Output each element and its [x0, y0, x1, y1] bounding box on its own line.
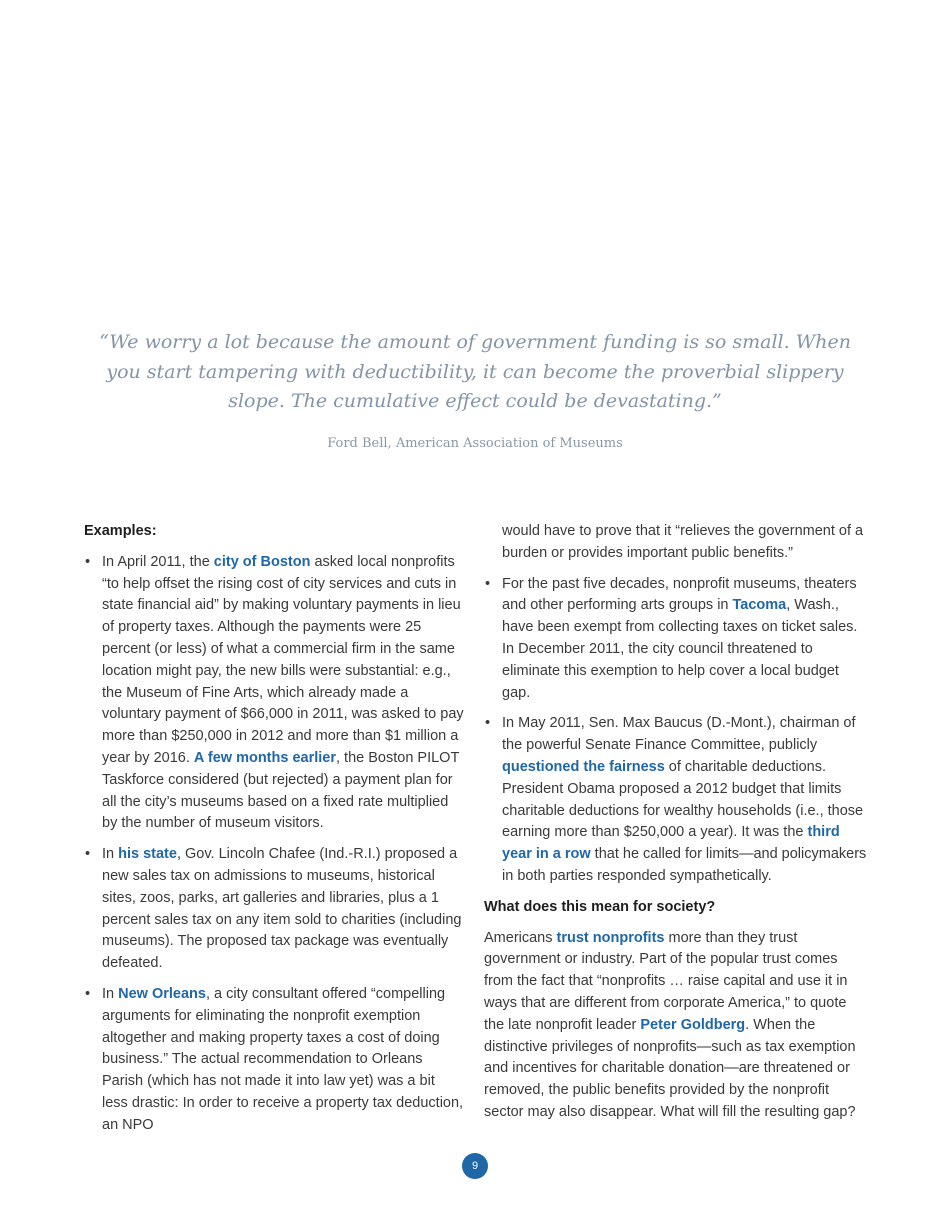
item-text: In	[102, 985, 119, 1002]
item-text: , Wash., have been exempt from collecting taxes on ticket sales. In December 2011, the city council threatened to eliminate this exemption to help cover a local budget gap.	[502, 597, 858, 701]
bullet: •	[85, 553, 91, 570]
page-number-badge: 9	[462, 1153, 488, 1179]
link-questioned-the-fairness[interactable]: questioned the fairness	[502, 758, 665, 775]
item-text: In April 2011, the	[102, 553, 214, 570]
examples-list-continued	[484, 574, 868, 888]
link-new-orleans[interactable]: New Orleans	[118, 985, 206, 1002]
link-third-year-in-a-row[interactable]: third year in a row	[502, 824, 840, 863]
link-his-state[interactable]: his state	[118, 846, 177, 863]
list-item	[84, 552, 464, 835]
list-item	[484, 574, 868, 705]
bullet: •	[85, 846, 91, 863]
item-text: In	[102, 846, 119, 863]
list-item	[84, 984, 464, 1137]
bullet: •	[485, 575, 491, 592]
quote-attribution: Ford Bell, American Association of Museums	[327, 436, 623, 451]
item-text: , the Boston PILOT Taskforce considered (but rejected) a payment plan for all the city’s museums based on a fixed rate multiplied by the number of museum visitors.	[102, 749, 460, 832]
bullet: •	[485, 715, 491, 732]
paragraph-text: more than they trust government or industry. Part of the popular trust comes from the fact that “nonprofits … raise capital and use it in ways that are different from corporate America,” to quote the late nonprofit leader	[484, 929, 848, 1033]
item-text: that he called for limits—and policymakers in both parties responded sympathetically.	[502, 846, 867, 884]
item-text: , Gov. Lincoln Chafee (Ind.-R.I.) proposed a new sales tax on admissions to museums, historical sites, zoos, parks, art galleries and libraries, plus a 1 percent sales tax on any item sold to charities (including museums). The proposed tax package was eventually defeated.	[102, 846, 462, 972]
bullet: •	[85, 985, 91, 1002]
list-item	[84, 844, 464, 975]
right-column	[484, 521, 868, 1124]
left-column	[84, 521, 464, 1146]
item-text: of charitable deductions. President Obama proposed a 2012 budget that limits charitable deductions for wealthy households (i.e., those earning more than $250,000 a year). It was the	[502, 758, 864, 841]
link-city-of-boston[interactable]: city of Boston	[213, 553, 311, 570]
society-heading: What does this mean for society?	[484, 898, 716, 915]
paragraph-text: . When the distinctive privileges of nonprofits—such as tax exemption and incentives for charitable donation—are threatened or removed, the public benefits provided by the nonprofit sector may also disappear. What will fill the resulting gap?	[484, 1016, 856, 1120]
pull-quote: “We worry a lot because the amount of government funding is so small. When you start tampering with deductibility, it can become the proverbial slippery slope. The cumulative effect could be devastating.”	[99, 331, 851, 412]
item-text: , a city consultant offered “compelling arguments for eliminating the nonprofit exemption altogether and making property taxes a cost of doing business.” The actual recommendation to Orleans Parish (which has not made it into law yet) was a bit less drastic: In order to receive a property tax deduction, an NPO	[102, 985, 464, 1133]
examples-list	[84, 552, 464, 1137]
link-a-few-months-earlier[interactable]: A few months earlier	[193, 749, 336, 766]
item-text: asked local nonprofits “to help offset the rising cost of city services and cuts in state financial aid” by making voluntary payments in lieu of property taxes. Although the payments were 25 percent (or less) of what a commercial firm in the same location might pay, the new bills were substantial: e.g., the Museum of Fine Arts, which already made a voluntary payment of $66,000 in 2011, was asked to pay more than $250,000 in 2012 and more than $1 million a year by 2016.	[102, 553, 464, 766]
item-text: For the past five decades, nonprofit museums, theaters and other performing arts groups in	[502, 575, 857, 614]
list-item-continuation: would have to prove that it “relieves the government of a burden or provides important public benefits.”	[502, 523, 864, 561]
examples-heading: Examples:	[84, 523, 157, 539]
link-tacoma[interactable]: Tacoma	[732, 597, 787, 614]
item-text: In May 2011, Sen. Max Baucus (D.-Mont.), chairman of the powerful Senate Finance Committee, publicly	[502, 715, 856, 754]
list-item	[484, 713, 868, 887]
link-trust-nonprofits[interactable]: trust nonprofits	[556, 929, 665, 946]
society-paragraph	[484, 928, 868, 1124]
paragraph-text: Americans	[484, 929, 557, 946]
link-peter-goldberg[interactable]: Peter Goldberg	[640, 1016, 746, 1033]
